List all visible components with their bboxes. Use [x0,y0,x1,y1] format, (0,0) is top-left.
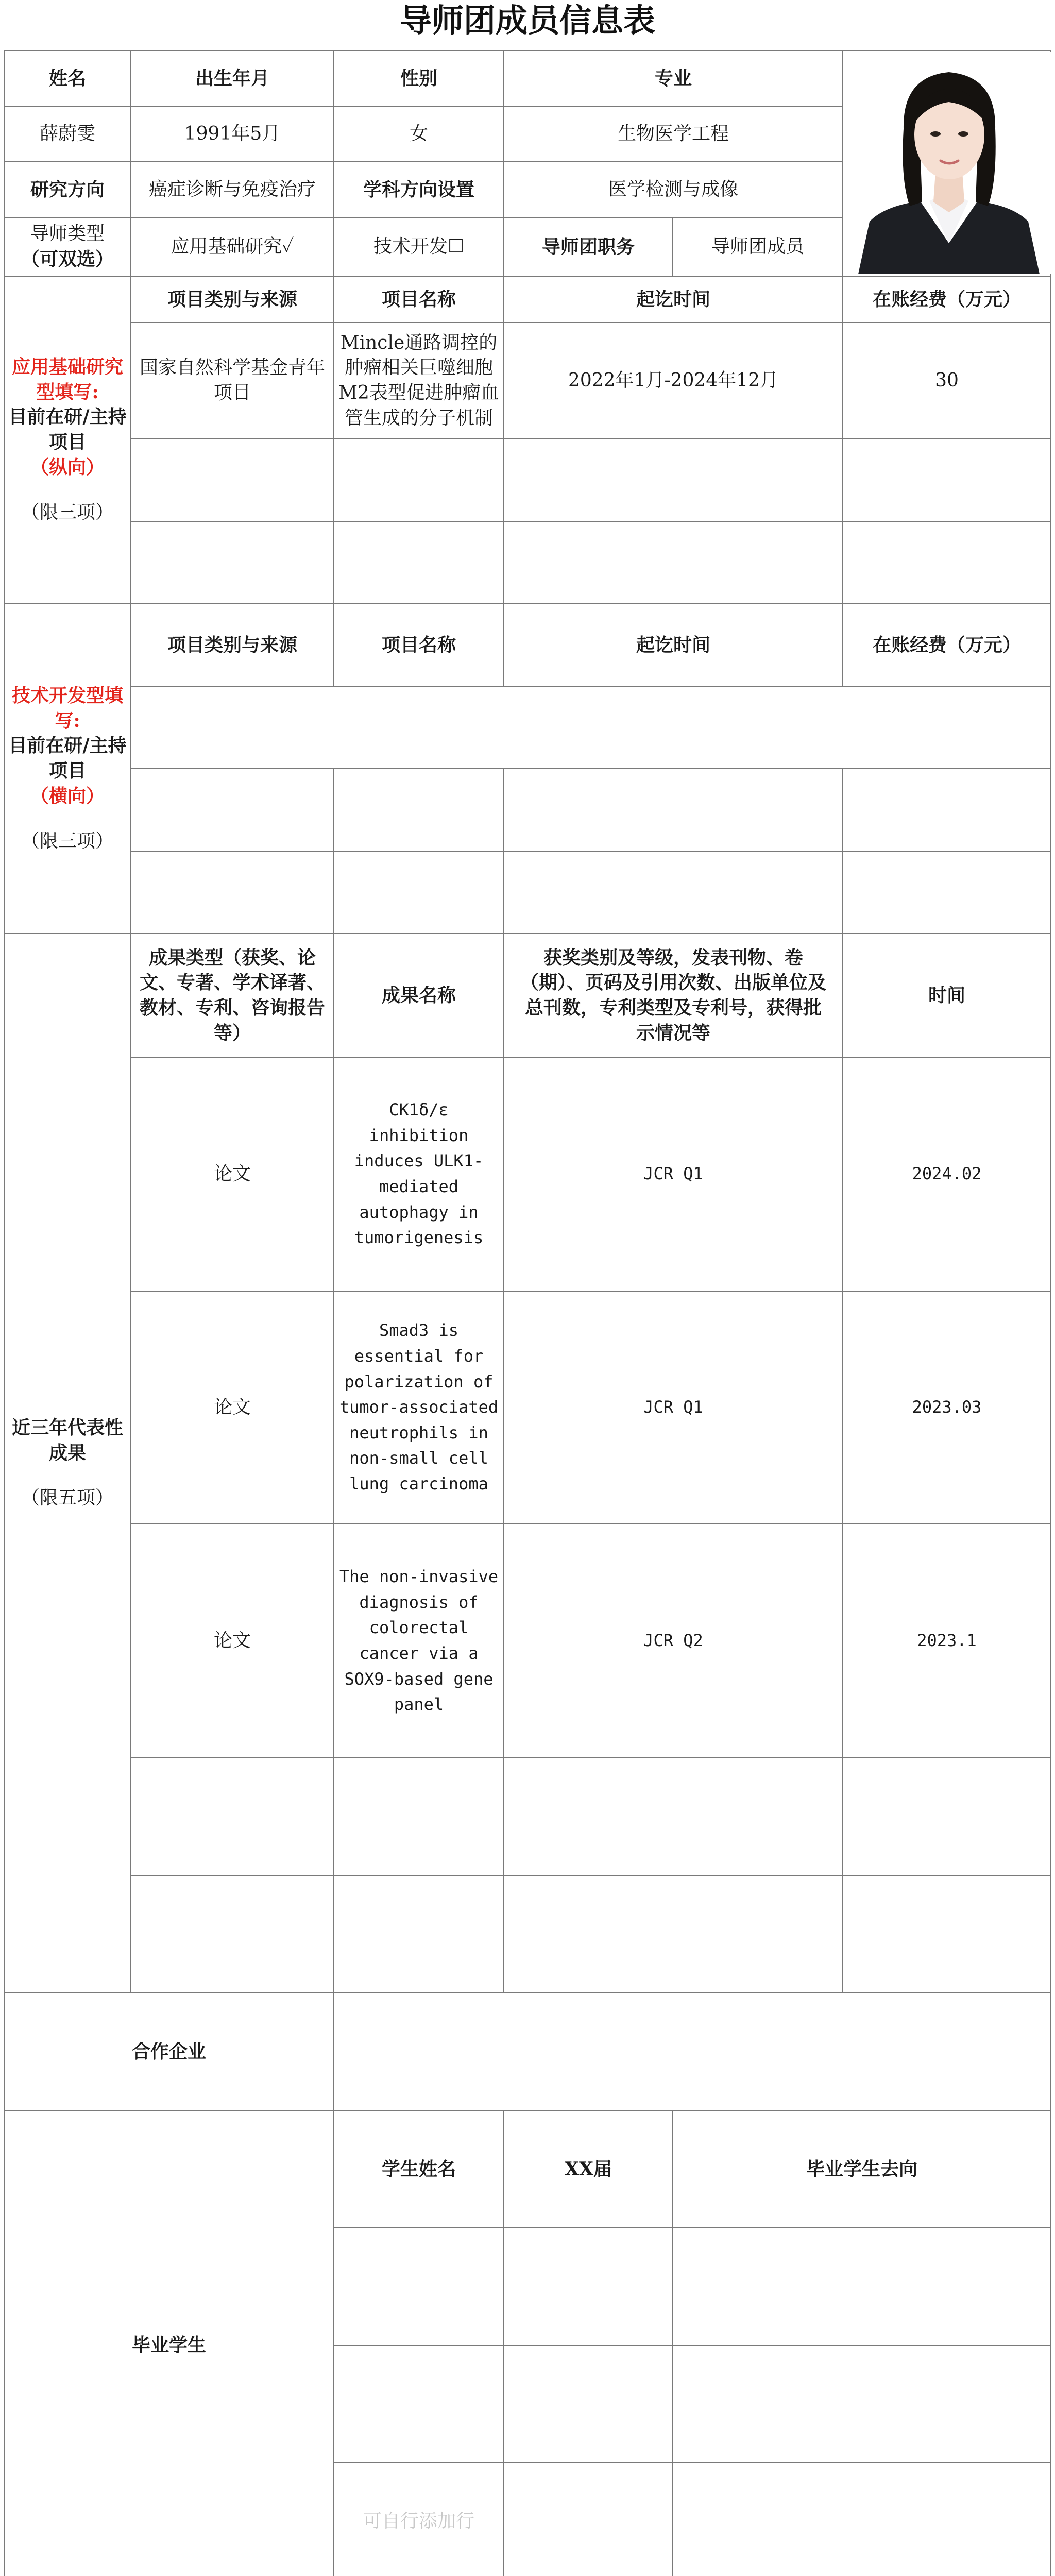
basic-research-label-vertical: （纵向） [30,456,105,478]
tech-dev-label-title: 技术开发型填写: [11,685,123,732]
basic-research-label-limit: （限三项） [21,502,114,523]
ach-row-3-detail: JCR Q2 [643,1631,703,1651]
gender-value: 女 [409,123,428,144]
basic-research-label-title: 应用基础研究型填写: [11,356,123,403]
basic-row-name: Mincle通路调控的肿瘤相关巨噬细胞M2表型促进肿瘤血管生成的分子机制 [338,332,499,429]
mentor-type-label [4,217,131,276]
ach-row-3-name: The non-invasive diagnosis of colorectal cancer via a SOX9-based gene panel [339,1567,499,1715]
ach-row-2-type: 论文 [213,1396,251,1418]
mentor-type-option-tech[interactable]: 技术开发☐ [373,235,465,257]
grad-header-name: 学生姓名 [381,2158,456,2180]
birth-value: 1991年5月 [184,123,281,144]
grad-header-destination: 毕业学生去向 [806,2158,917,2180]
basic-row-funds: 30 [935,369,959,391]
cooperation-label: 合作企业 [131,2040,206,2062]
team-role-label: 导师团职务 [541,235,635,258]
form-title: 导师团成员信息表 [399,2,655,39]
grad-header-class: XX届 [565,2158,612,2180]
ach-row-3-time: 2023.1 [917,1631,977,1651]
ach-row-2-detail: JCR Q1 [643,1397,703,1417]
team-role-value: 导师团成员 [711,235,804,257]
ach-row-2-name: Smad3 is essential for polarization of tumor-associated neutrophils in non-small cell lung carcinoma [339,1320,499,1494]
ach-row-1-detail: JCR Q1 [643,1164,703,1184]
portrait-photo [843,52,1055,274]
gender-label: 性别 [400,67,437,89]
ach-row-3-type: 论文 [213,1630,251,1651]
research-label: 研究方向 [30,178,105,200]
ach-header-detail: 获奖类别及等级，发表刊物、卷（期）、页码及引用次数、出版单位及总刊数，专利类型及专利号，获得批示情况等 [520,946,826,1044]
ach-row-2-time: 2023.03 [912,1397,982,1417]
mentor-type-label-line2: （可双选） [21,248,114,270]
achievements-label [4,934,131,1993]
tech-dev-label-horizontal: （横向） [30,785,105,807]
graduates-label: 毕业学生 [131,2334,206,2356]
birth-label: 出生年月 [195,67,269,89]
tech-header-source: 项目类别与来源 [167,634,297,656]
ach-row-1-type: 论文 [213,1163,251,1184]
major-value: 生物医学工程 [617,123,729,144]
portrait-icon [843,52,1055,274]
tech-header-period: 起讫时间 [636,634,710,656]
basic-row-source: 国家自然科学基金青年项目 [139,357,325,403]
basic-header-source: 项目类别与来源 [167,288,297,310]
ach-header-time: 时间 [928,984,965,1006]
name-label: 姓名 [48,67,86,89]
tech-dev-label-current: 目前在研/主持项目 [8,735,127,782]
basic-header-period: 起讫时间 [636,288,710,310]
name-value: 薛蔚雯 [39,123,95,144]
major-label: 专业 [654,67,692,89]
basic-row-period: 2022年1月-2024年12月 [568,369,779,391]
basic-header-funds: 在账经费（万元） [872,288,1021,310]
ach-row-1-time: 2024.02 [912,1164,982,1184]
tech-header-funds: 在账经费（万元） [872,634,1021,656]
achievements-label-limit: （限五项） [21,1487,114,1509]
achievements-label-title: 近三年代表性成果 [11,1417,123,1464]
basic-research-label [4,276,131,604]
ach-row-1-name: CK1δ/ε inhibition induces ULK1-mediated autophagy in tumorigenesis [354,1100,484,1248]
tech-dev-label [4,604,131,934]
basic-research-label-current: 目前在研/主持项目 [8,406,127,453]
tech-header-name: 项目名称 [381,634,456,656]
research-value: 癌症诊断与免疫治疗 [148,178,316,200]
ach-header-type: 成果类型（获奖、论文、专著、学术译著、教材、专利、咨询报告等） [139,946,325,1044]
discipline-label: 学科方向设置 [363,178,474,200]
mentor-type-label-line1: 导师类型 [30,223,105,245]
ach-header-name: 成果名称 [381,984,456,1006]
tech-dev-label-limit: （限三项） [21,831,114,852]
add-row-hint: 可自行添加行 [363,2510,474,2532]
basic-header-name: 项目名称 [381,288,456,310]
discipline-value: 医学检测与成像 [608,178,738,200]
mentor-type-option-basic[interactable]: 应用基础研究✓ [171,235,294,257]
